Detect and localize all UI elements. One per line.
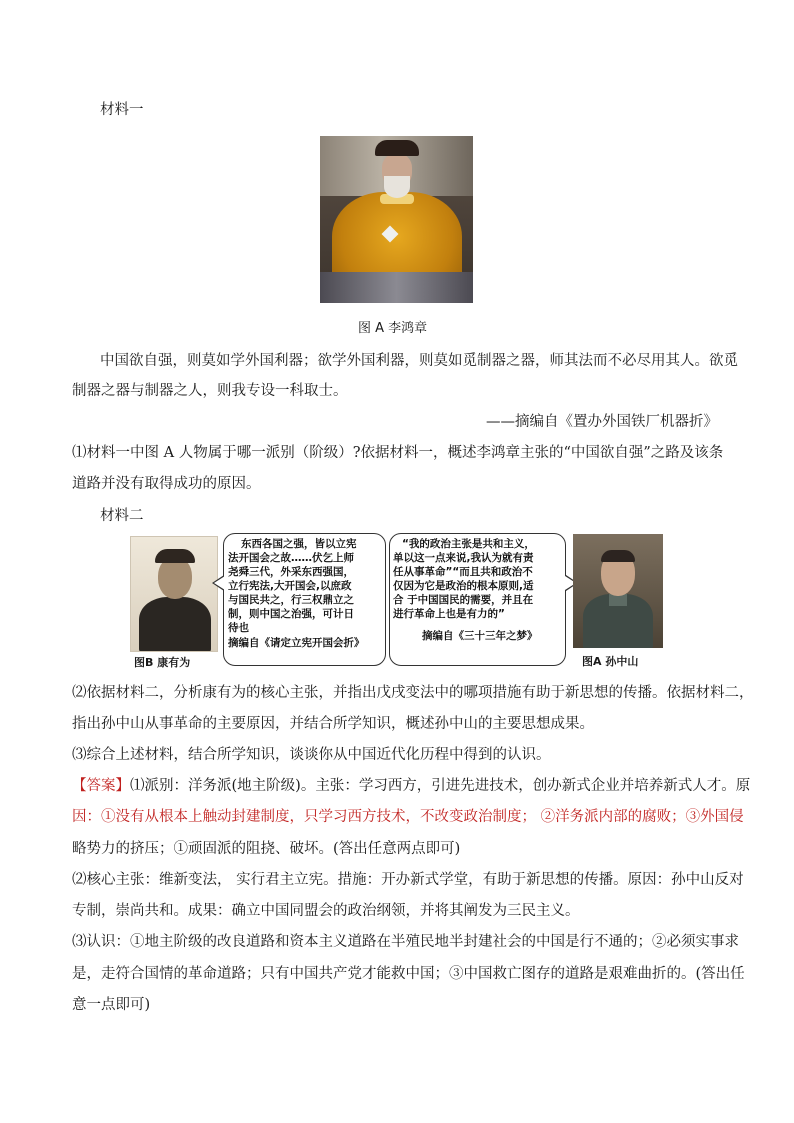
answer-2-line2: 专制，崇尚共和。成果：确立中国同盟会的政治纲领，并将其阐发为三民主义。 xyxy=(72,903,580,919)
question2-line1: ⑵依据材料二，分析康有为的核心主张，并指出戊戌变法中的哪项措施有助于新思想的传播。依据材料二， xyxy=(72,685,754,701)
answer-1-line1 xyxy=(72,777,750,795)
material2-figure xyxy=(130,533,664,670)
left-bubble-line: 制，则中国之治强，可计日 xyxy=(228,608,354,620)
sun-yatsen-photo xyxy=(573,534,663,648)
material1-quote-line1: 中国欲自强，则莫如学外国利器；欲学外国利器，则莫如觅制器之器，师其法而不必尽用其人。欲觅 xyxy=(100,353,738,369)
photo-a-caption: 图 A 李鸿章 xyxy=(358,321,428,336)
answer-2-line1: ⑵核心主张：维新变法， 实行君主立宪。措施：开办新式学堂，有助于新思想的传播。原因：孙中山反对 xyxy=(72,872,744,888)
material2-heading: 材料二 xyxy=(100,508,144,524)
left-bubble-line: 待也 xyxy=(228,622,249,634)
left-bubble-source: 摘编自《请定立宪开国会折》 xyxy=(228,637,365,649)
material1-quote-line2: 制器之器与制器之人，则我专设一科取士。 xyxy=(72,383,348,399)
right-bubble-line: “我的政治主张是共和主义， xyxy=(402,538,535,550)
material1-heading: 材料一 xyxy=(100,102,144,118)
answer-1-line3: 略势力的挤压；①顽固派的阻挠、破坏。(答出任意两点即可) xyxy=(72,841,461,857)
kang-caption: 图B 康有为 xyxy=(134,656,191,669)
answer-label: 【答案】 xyxy=(72,778,130,794)
material1-source: ——摘编自《置办外国铁厂机器折》 xyxy=(486,414,718,430)
answer-1-line2: 因：①没有从根本上触动封建制度，只学习西方技术，不改变政治制度； ②洋务派内部的腐败；③外国侵 xyxy=(72,809,744,825)
question1-line2: 道路并没有取得成功的原因。 xyxy=(72,476,261,492)
sun-caption: 图A 孙中山 xyxy=(582,655,639,668)
left-bubble-line: 尧舜三代，外采东西强国， xyxy=(228,566,354,578)
answer-3-line2: 是，走符合国情的革命道路；只有中国共产党才能救中国；③中国救亡图存的道路是艰难曲折的。(答出任 xyxy=(72,966,745,982)
left-bubble-line: 与国民共之，行三权鼎立之 xyxy=(228,594,354,606)
left-bubble-line: 立行宪法,大开国会,以庶政 xyxy=(228,580,352,592)
answer-1-text: ⑴派别：洋务派(地主阶级)。主张：学习西方，引进先进技术，创办新式企业并培养新式人才。原 xyxy=(130,778,751,794)
answer-3-line3: 意一点即可) xyxy=(72,997,151,1013)
left-bubble-line: 东西各国之强，皆以立宪 xyxy=(241,538,357,550)
right-bubble-line: 任从事革命”“而且共和政治不 xyxy=(393,566,533,578)
left-bubble-line: 法开国会之故……伏乞上师 xyxy=(228,552,354,564)
li-hongzhang-photo xyxy=(320,136,473,303)
right-bubble-line: 合 于中国国民的需要，并且在 xyxy=(393,594,534,606)
right-bubble-line: 单以这一点来说,我认为就有责 xyxy=(393,552,534,564)
question1-line1: ⑴材料一中图 A 人物属于哪一派别（阶级）?依据材料一，概述李鸿章主张的“中国欲自强”之路及该条 xyxy=(72,445,724,461)
question3-line1: ⑶综合上述材料，结合所学知识，谈谈你从中国近代化历程中得到的认识。 xyxy=(72,747,551,763)
right-bubble-line: 进行革命上也是有力的” xyxy=(393,608,505,620)
answer-3-line1: ⑶认识：①地主阶级的改良道路和资本主义道路在半殖民地半封建社会的中国是行不通的；②必须实事求 xyxy=(72,934,739,950)
question2-line2: 指出孙中山从事革命的主要原因，并结合所学知识，概述孙中山的主要思想成果。 xyxy=(72,716,594,732)
kang-youwei-photo xyxy=(130,536,218,652)
right-bubble-source: 摘编自《三十三年之梦》 xyxy=(422,630,538,642)
right-bubble-line: 仅因为它是政治的根本原则,适 xyxy=(393,580,534,592)
